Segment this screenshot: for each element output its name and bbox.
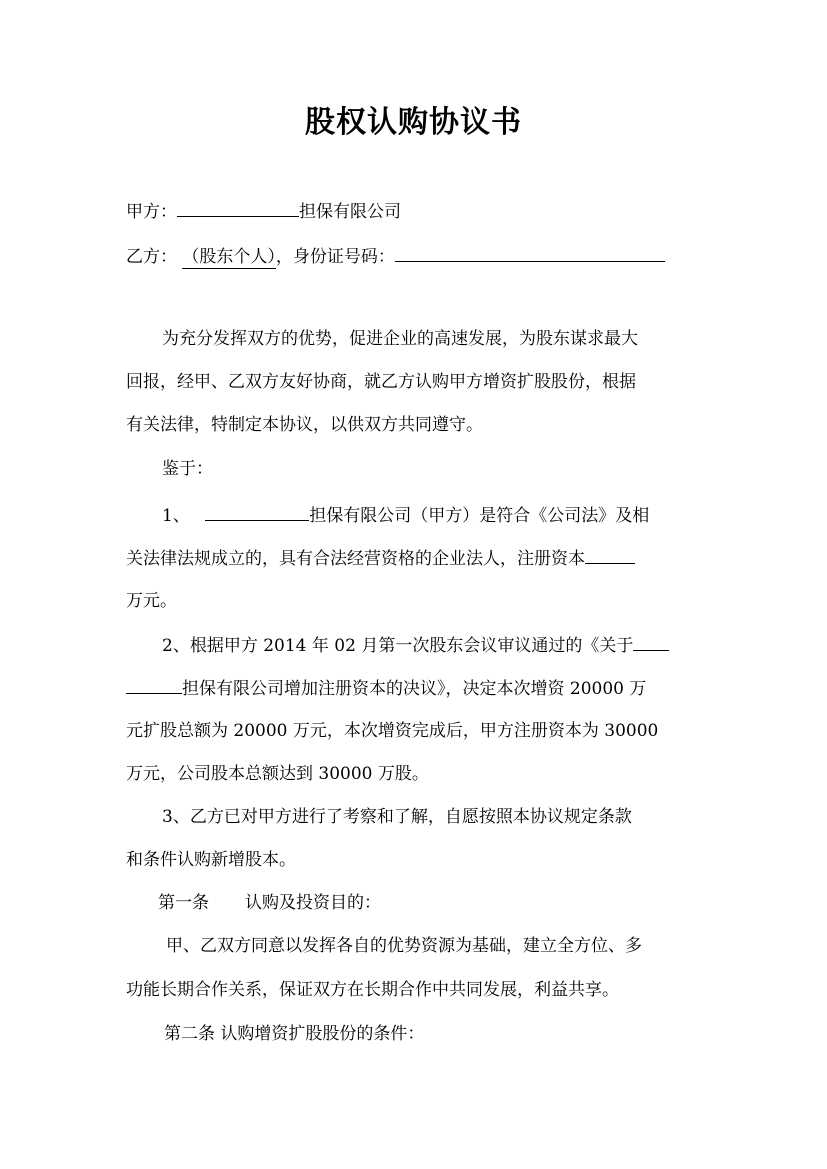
item-1-line-1 <box>126 500 742 530</box>
party-b-id-blank <box>395 241 665 262</box>
item-3-line-1: 3、乙方已对甲方进行了考察和了解，自愿按照本协议规定条款 <box>162 807 632 827</box>
item-2-line-4: 万元，公司股本总额达到 30000 万股。 <box>126 764 429 784</box>
party-a-line <box>126 196 706 226</box>
item-1-line-2-text: 关法律法规成立的，具有合法经营资格的企业法人，注册资本 <box>126 549 585 569</box>
whereas-heading: 鉴于： <box>162 459 213 479</box>
item-2-company-blank-b <box>126 673 182 694</box>
article-1-title: 认购及投资目的： <box>245 893 381 913</box>
item-1-line-2 <box>126 543 706 573</box>
item-1-number: 1、 <box>162 506 190 526</box>
intro-line-1: 为充分发挥双方的优势，促进企业的高速发展，为股东谋求最大 <box>162 329 638 349</box>
item-1-line-3: 万元。 <box>126 591 177 611</box>
item-1-text: 担保有限公司（甲方）是符合《公司法》及相 <box>309 506 650 526</box>
registered-capital-blank <box>585 543 635 564</box>
item-2-line-3: 元扩股总额为 20000 万元，本次增资完成后，甲方注册资本为 30000 <box>126 721 659 741</box>
document-title: 股权认购协议书 <box>305 105 522 140</box>
party-b-label: 乙方： <box>126 247 177 267</box>
item-2-line-2-text: 担保有限公司增加注册资本的决议》，决定本次增资 20000 万 <box>182 679 647 699</box>
item-2-line-2 <box>126 673 706 703</box>
party-a-suffix: 担保有限公司 <box>299 202 401 222</box>
article-2-heading: 第二条 认购增资扩股股份的条件： <box>164 1024 425 1044</box>
article-1-line-1: 甲、乙双方同意以发挥各自的优势资源为基础，建立全方位、多 <box>166 936 642 956</box>
item-2-line-1-text: 2、根据甲方 2014 年 02 月第一次股东会议审议通过的《关于 <box>162 636 634 656</box>
article-1-number: 第一条 <box>158 893 209 913</box>
article-1-heading <box>126 889 738 917</box>
item-1-company-blank <box>205 500 309 521</box>
item-2-line-1 <box>126 630 742 660</box>
intro-line-2: 回报，经甲、乙双方友好协商，就乙方认购甲方增资扩股股份，根据 <box>126 372 636 392</box>
party-a-name-blank <box>177 196 299 217</box>
intro-line-3: 有关法律，特制定本协议，以供双方共同遵守。 <box>126 415 483 435</box>
party-b-name: （股东个人） <box>182 247 276 267</box>
item-2-company-blank-a <box>633 630 669 651</box>
party-b-line <box>126 241 706 271</box>
item-3-line-2: 和条件认购新增股本。 <box>126 850 296 870</box>
party-b-id-label: ，身份证号码： <box>275 247 395 267</box>
party-a-label: 甲方： <box>126 202 177 222</box>
article-1-line-2: 功能长期合作关系，保证双方在长期合作中共同发展，利益共享。 <box>126 980 619 1000</box>
